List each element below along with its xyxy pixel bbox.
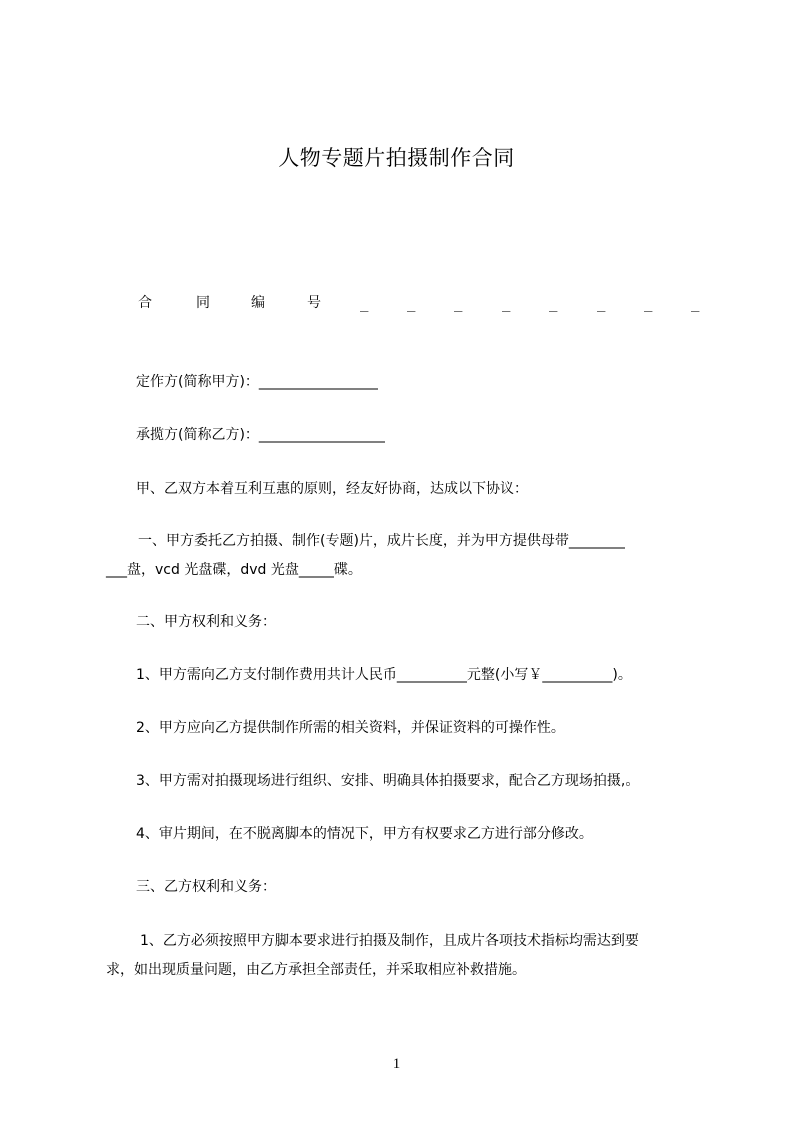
section-2-heading: 二、甲方权利和义务： <box>136 614 276 630</box>
contract-number-char: 编 <box>251 295 265 311</box>
contract-number-blank: _ <box>502 296 511 312</box>
contract-number-char: 同 <box>196 295 210 311</box>
contract-number-char: 号 <box>307 295 321 311</box>
section-3-item-line-2: 求，如出现质量问题，由乙方承担全部责任，并采取相应补救措施。 <box>106 962 526 978</box>
contract-number-blank: _ <box>644 296 653 312</box>
contract-number-blank: _ <box>691 296 700 312</box>
contract-number-blank: _ <box>597 296 606 312</box>
document-title: 人物专题片拍摄制作合同 <box>278 146 515 170</box>
section-3-item-line-1: 1、乙方必须按照甲方脚本要求进行拍摄及制作，且成片各项技术指标均需达到要 <box>140 933 639 949</box>
section-2-item: 4、审片期间，在不脱离脚本的情况下，甲方有权要求乙方进行部分修改。 <box>136 826 593 842</box>
contract-number-char: 合 <box>138 295 152 311</box>
section-2-item: 3、甲方需对拍摄现场进行组织、安排、明确具体拍摄要求，配合乙方现场拍摄,。 <box>136 773 640 789</box>
contract-number-blank: _ <box>407 296 416 312</box>
contract-number-row <box>138 292 708 316</box>
agreement-intro: 甲、乙双方本着互利互惠的原则，经友好协商，达成以下协议： <box>136 481 528 497</box>
section-3-heading: 三、乙方权利和义务： <box>136 879 276 895</box>
clause-1-line-1: 一、甲方委托乙方拍摄、制作(专题)片，成片长度，并为甲方提供母带________ <box>138 533 625 549</box>
contract-number-blank: _ <box>454 296 463 312</box>
contract-number-blank: _ <box>360 296 369 312</box>
section-2-item: 2、甲方应向乙方提供制作所需的相关资料，并保证资料的可操作性。 <box>136 720 565 736</box>
party-b-line: 承揽方(简称乙方)：__________________ <box>136 427 385 443</box>
party-a-line: 定作方(简称甲方)：_________________ <box>136 374 378 390</box>
clause-1-line-2: ___盘，vcd 光盘碟，dvd 光盘_____碟。 <box>106 562 362 578</box>
page-number: 1 <box>392 1056 401 1072</box>
section-2-item: 1、甲方需向乙方支付制作费用共计人民币__________元整(小写￥__________)。 <box>136 667 632 683</box>
contract-number-blank: _ <box>549 296 558 312</box>
